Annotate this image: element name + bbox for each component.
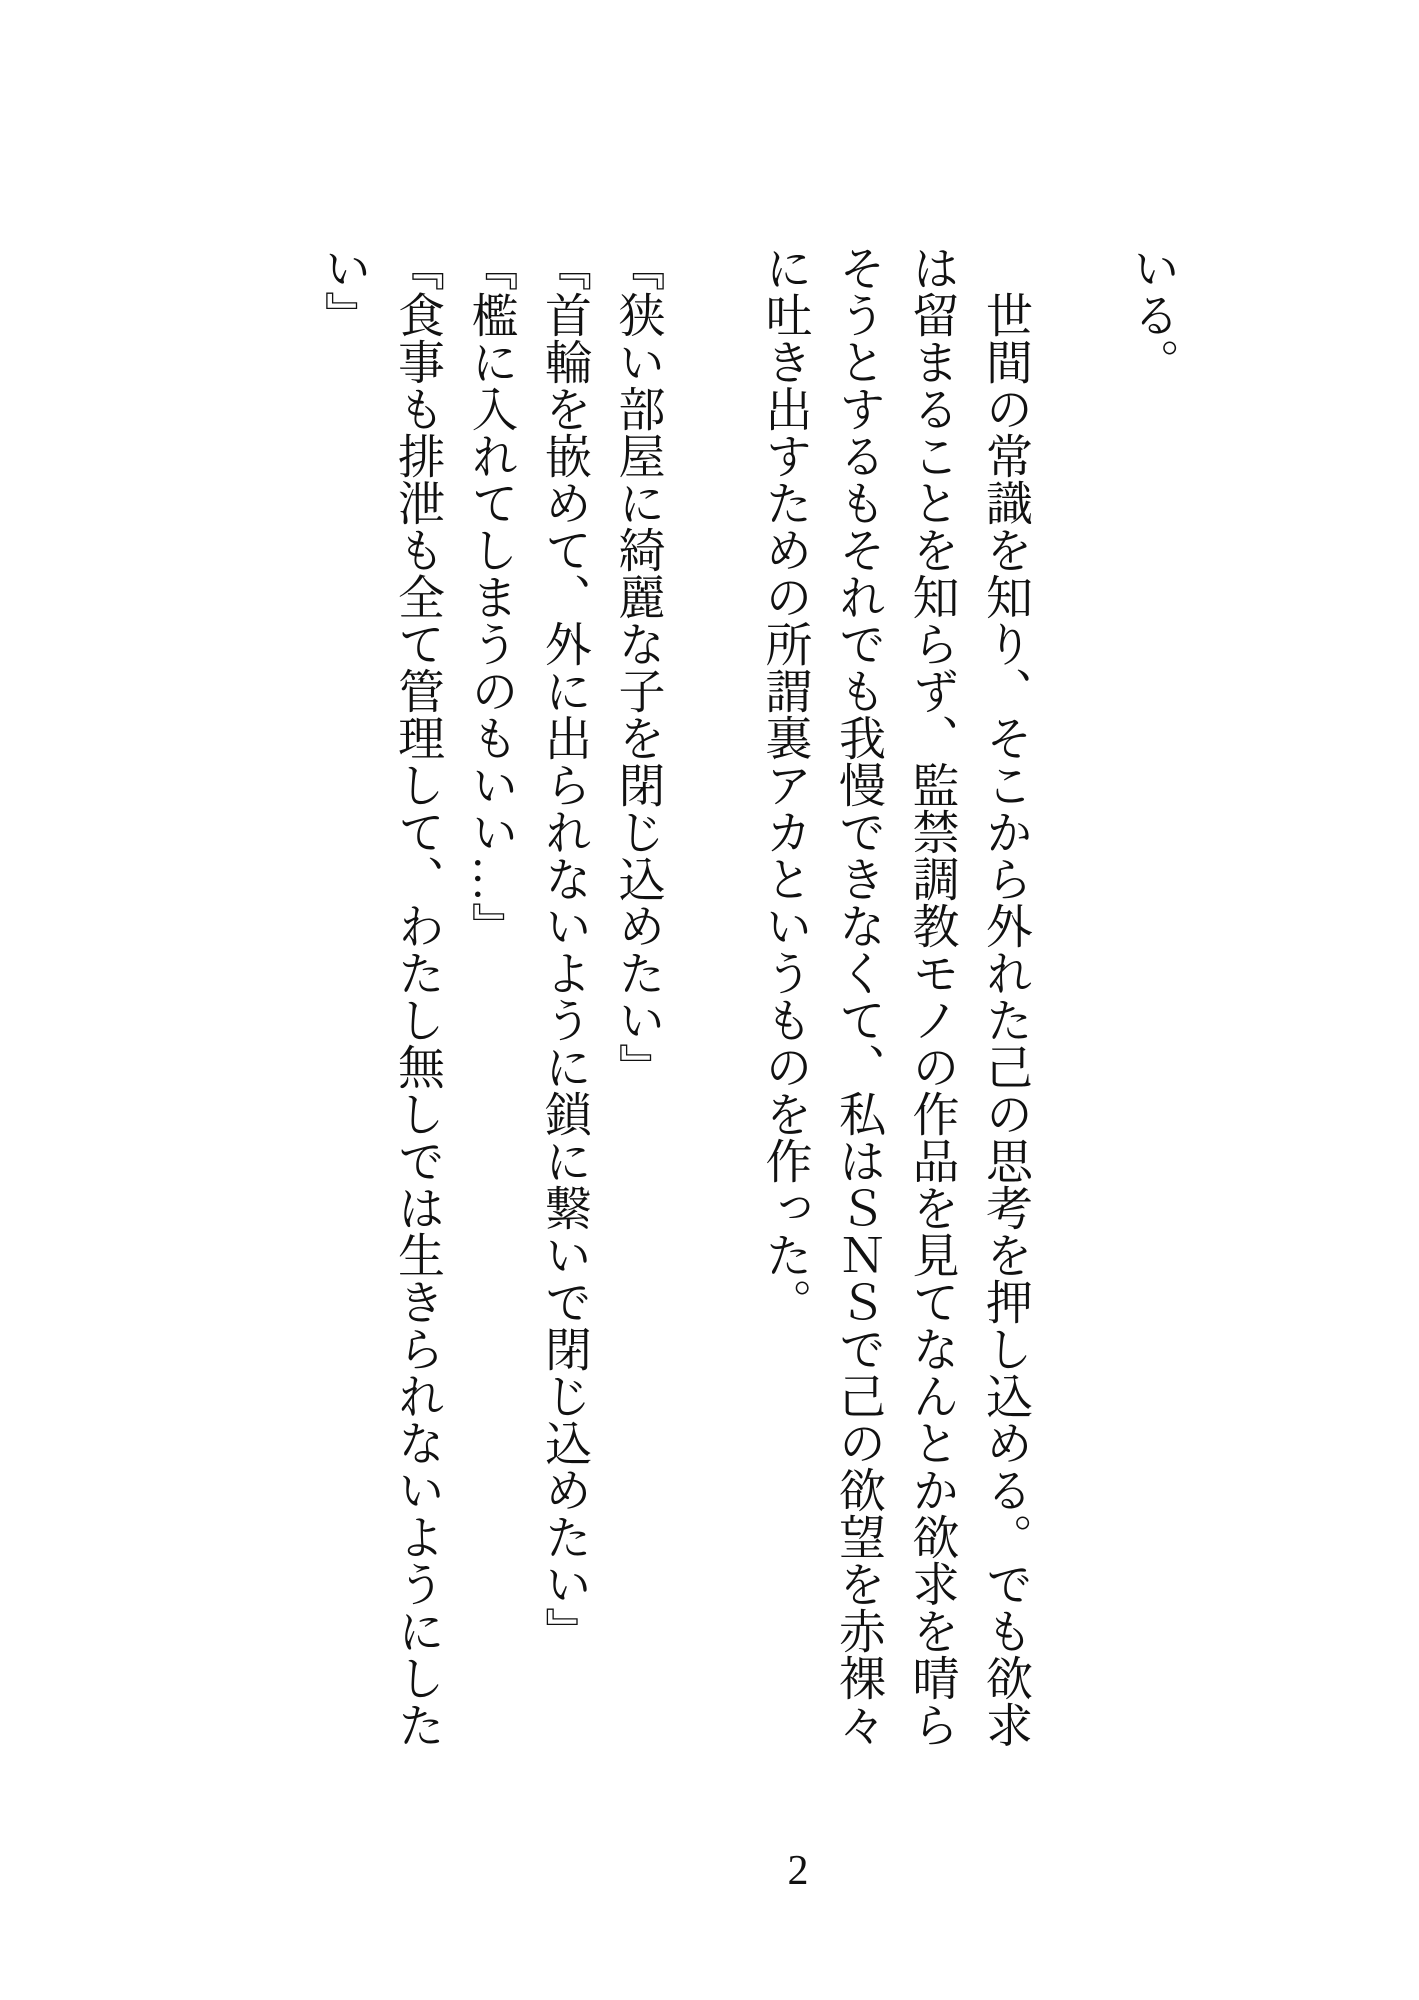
- paragraph: 世間の常識を知り、そこから外れた己の思考を押し込める。でも欲求は留まることを知らず、監禁調教モノの作品を見てなんとか欲求を晴らそうとするもそれでも我慢できなくて、私はＳＮＳで己の欲望を赤裸々に吐き出すための所謂裏アカというものを作った。: [758, 244, 1031, 1748]
- paragraph: いる。: [1126, 244, 1178, 385]
- page-number: 2: [787, 1848, 809, 1894]
- paragraph: 『狭い部屋に綺麗な子を閉じ込めたい』: [611, 244, 664, 1090]
- blank-line: [674, 244, 748, 1772]
- paragraph: 『首輪を嵌めて、外に出られないように鎖に繋いで閉じ込めたい』: [538, 244, 590, 1654]
- blank-line: [1041, 244, 1115, 1772]
- paragraph: 『檻に入れてしまうのもいい…』: [464, 244, 517, 949]
- text-block: [306, 244, 1188, 1772]
- paragraph: 『食事も排泄も全て管理して、わたし無しでは生きられないようにしたい』: [317, 244, 443, 1748]
